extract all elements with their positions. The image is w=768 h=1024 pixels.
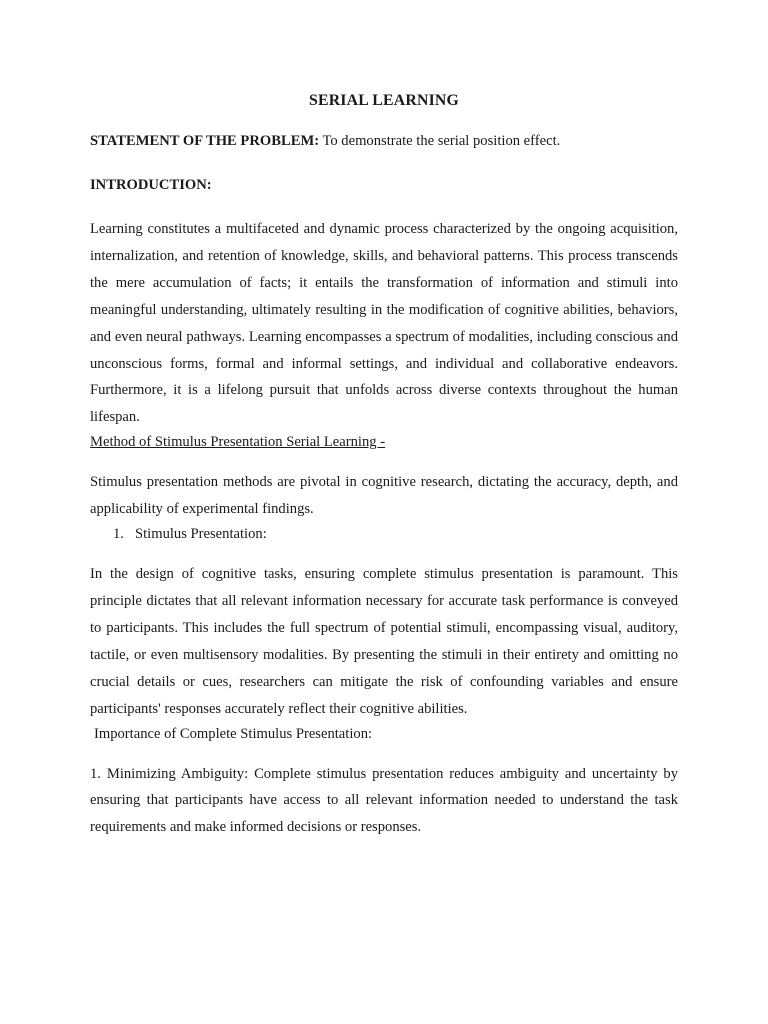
ambiguity-paragraph: 1. Minimizing Ambiguity: Complete stimulus presentation reduces ambiguity and uncertainty by ensuring that participants have access to all relevant information needed to understand the task requirements and make informed decisions or responses. [90, 765, 678, 836]
stimulus-methods-paragraph: Stimulus presentation methods are pivotal in cognitive research, dictating the accuracy, depth, and applicability of experimental findings. [90, 474, 678, 518]
list-item-stimulus-presentation [90, 523, 678, 545]
problem-statement-text: To demonstrate the serial position effect. [319, 133, 561, 149]
design-paragraph: In the design of cognitive tasks, ensuring complete stimulus presentation is paramount. This principle dictates that all relevant information necessary for accurate task performance is conveyed to participants. This includes the full spectrum of potential stimuli, encompassing visual, auditory, tactile, or even multisensory modalities. By presenting the stimuli in their entirety and omitting no crucial details or cues, researchers can mitigate the risk of confounding variables and ensure participants' responses accurately reflect their cognitive abilities. [90, 566, 678, 717]
problem-statement-label: STATEMENT OF THE PROBLEM: [90, 133, 320, 149]
introduction-heading: INTRODUCTION: [90, 177, 212, 193]
list-item-label: Stimulus Presentation: [135, 526, 267, 543]
method-heading: Method of Stimulus Presentation Serial Learning - [90, 434, 386, 451]
page-title: SERIAL LEARNING [308, 92, 460, 109]
importance-heading: Importance of Complete Stimulus Presentation: [94, 725, 373, 742]
problem-statement [90, 130, 678, 152]
introduction-paragraph: Learning constitutes a multifaceted and dynamic process characterized by the ongoing acquisition, internalization, and retention of knowledge, skills, and behavioral patterns. This process transcends the mere accumulation of facts; it entails the transformation of information and stimuli into meaningful understanding, ultimately resulting in the modification of cognitive abilities, behaviors, and even neural pathways. Learning encompasses a spectrum of modalities, including conscious and unconscious forms, formal and informal settings, and individual and collaborative endeavors. Furthermore, it is a lifelong pursuit that unfolds across diverse contexts throughout the human lifespan. [90, 221, 678, 426]
list-item-number: 1. [113, 526, 124, 543]
